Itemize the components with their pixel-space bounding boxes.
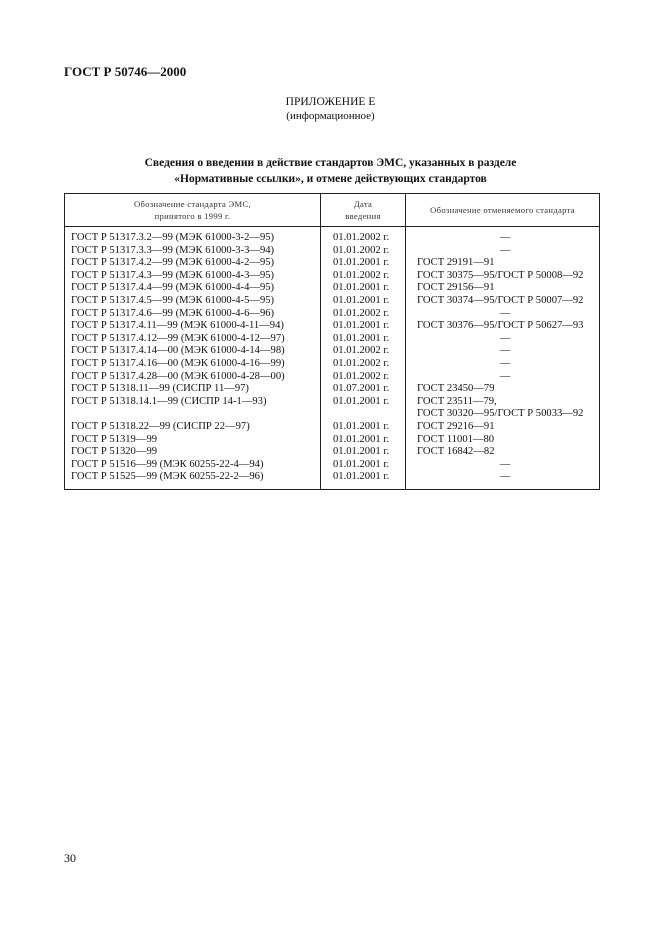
replaced-standard: ГОСТ 29191—91 [417,257,495,269]
replaced-cell [406,333,600,346]
appendix-subtitle: (информационное) [286,110,375,122]
standard-cell: ГОСТ Р 51317.4.11—99 (МЭК 61000-4-11—94) [65,320,321,333]
replaced-cell [406,471,600,489]
standard-cell: ГОСТ Р 51317.4.6—99 (МЭК 61000-4-6—96) [65,308,321,321]
replaced-standard: ГОСТ 29156—91 [417,282,495,294]
appendix-title: ПРИЛОЖЕНИЕ Е [285,96,376,108]
replaced-standard: — [499,232,511,243]
replaced-standard: — [499,471,511,483]
document-id: ГОСТ Р 50746—2000 [64,64,187,79]
date-cell: 01.01.2001 г. [321,421,406,434]
standard-cell: ГОСТ Р 51318.22—99 (СИСПР 22—97) [65,421,321,434]
replaced-cell [406,257,600,270]
header-replaced: Обозначение отменяемого стандарта [406,194,600,227]
date-cell: 01.01.2001 г. [321,282,406,295]
date-cell: 01.01.2002 г. [321,270,406,283]
replaced-cell [406,358,600,371]
replaced-cell [406,245,600,258]
table-row [65,333,600,346]
standard-cell: ГОСТ Р 51320—99 [65,446,321,459]
table-row [65,371,600,384]
date-cell: 01.01.2001 г. [321,396,406,421]
date-cell: 01.01.2001 г. [321,320,406,333]
table-row [65,245,600,258]
date-cell: 01.01.2001 г. [321,257,406,270]
replaced-standard: — [499,307,511,319]
standard-cell: ГОСТ Р 51317.4.28—00 (МЭК 61000-4-28—00) [65,371,321,384]
replaced-cell [406,421,600,434]
table-row [65,434,600,447]
replaced-standard: — [499,458,511,470]
date-cell: 01.01.2001 г. [321,295,406,308]
replaced-cell [406,270,600,283]
date-cell: 01.01.2001 г. [321,333,406,346]
date-cell: 01.07.2001 г. [321,383,406,396]
replaced-cell [406,371,600,384]
standard-cell: ГОСТ Р 51317.3.2—99 (МЭК 61000-3-2—95) [65,227,321,245]
replaced-cell [406,396,600,421]
standard-cell: ГОСТ Р 51317.4.3—99 (МЭК 61000-4-3—95) [65,270,321,283]
table-header-row [65,194,600,227]
header-standard: Обозначение стандарта ЭМС, принятого в 1999 г. [65,194,321,227]
date-cell: 01.01.2002 г. [321,345,406,358]
table-row [65,446,600,459]
replaced-standard: ГОСТ 16842—82 [417,446,495,458]
standard-cell: ГОСТ Р 51317.4.5—99 (МЭК 61000-4-5—95) [65,295,321,308]
table-heading [0,155,661,187]
date-cell: 01.01.2002 г. [321,308,406,321]
replaced-standard: ГОСТ 11001—80 [417,433,495,445]
table-row [65,383,600,396]
replaced-standard: ГОСТ 23450—79 [417,383,495,395]
standard-cell: ГОСТ Р 51516—99 (МЭК 60255-22-4—94) [65,459,321,472]
date-cell: 01.01.2001 г. [321,434,406,447]
standard-cell: ГОСТ Р 51318.14.1—99 (СИСПР 14-1—93) [65,396,321,421]
replaced-standard: — [499,332,511,344]
replaced-standard: — [499,244,511,256]
standards-table [64,193,600,490]
replaced-cell [406,295,600,308]
date-cell: 01.01.2002 г. [321,227,406,245]
replaced-cell [406,383,600,396]
replaced-cell [406,282,600,295]
standard-cell: ГОСТ Р 51317.4.2—99 (МЭК 61000-4-2—95) [65,257,321,270]
standard-cell: ГОСТ Р 51319—99 [65,434,321,447]
date-cell: 01.01.2002 г. [321,245,406,258]
table-row [65,227,600,245]
date-cell: 01.01.2002 г. [321,371,406,384]
replaced-cell [406,320,600,333]
header-date: Дата введения [321,194,406,227]
replaced-cell [406,308,600,321]
date-cell: 01.01.2001 г. [321,459,406,472]
replaced-standard: ГОСТ 30376—95/ГОСТ Р 50627—93 [417,320,584,332]
standard-cell: ГОСТ Р 51318.11—99 (СИСПР 11—97) [65,383,321,396]
standard-cell: ГОСТ Р 51317.4.4—99 (МЭК 61000-4-4—95) [65,282,321,295]
date-cell: 01.01.2001 г. [321,446,406,459]
standard-cell: ГОСТ Р 51317.4.14—00 (МЭК 61000-4-14—98) [65,345,321,358]
replaced-cell [406,227,600,245]
replaced-cell [406,434,600,447]
standard-cell: ГОСТ Р 51317.4.12—99 (МЭК 61000-4-12—97) [65,333,321,346]
table-row [65,421,600,434]
standard-cell: ГОСТ Р 51525—99 (МЭК 60255-22-2—96) [65,471,321,489]
table-row [65,308,600,321]
replaced-standard: ГОСТ 30375—95/ГОСТ Р 50008—92 [417,269,584,281]
replaced-standard: — [499,345,511,357]
heading-line-1: Сведения о введении в действие стандартов ЭМС, указанных в разделе [144,157,517,169]
table-row [65,396,600,421]
standard-cell: ГОСТ Р 51317.3.3—99 (МЭК 61000-3-3—94) [65,245,321,258]
table-row [65,270,600,283]
replaced-cell [406,345,600,358]
table-row [65,345,600,358]
date-cell: 01.01.2002 г. [321,358,406,371]
table-row [65,320,600,333]
table-row [65,257,600,270]
table-row [65,282,600,295]
table-row [65,459,600,472]
table-row [65,358,600,371]
table-row [65,471,600,489]
replaced-standard: — [499,370,511,382]
replaced-standard: ГОСТ 23511—79, [417,395,497,407]
replaced-standard: ГОСТ 30374—95/ГОСТ Р 50007—92 [417,294,584,306]
replaced-cell [406,459,600,472]
date-cell: 01.01.2001 г. [321,471,406,489]
standard-cell: ГОСТ Р 51317.4.16—00 (МЭК 61000-4-16—99) [65,358,321,371]
replaced-standard: ГОСТ 29216—91 [417,420,495,432]
table-row [65,295,600,308]
replaced-standard: ГОСТ 30320—95/ГОСТ Р 50033—92 [417,408,584,420]
replaced-standard: — [499,357,511,369]
page-number: 30 [64,851,76,865]
replaced-cell [406,446,600,459]
heading-line-2: «Нормативные ссылки», и отмене действующих стандартов [174,173,487,185]
